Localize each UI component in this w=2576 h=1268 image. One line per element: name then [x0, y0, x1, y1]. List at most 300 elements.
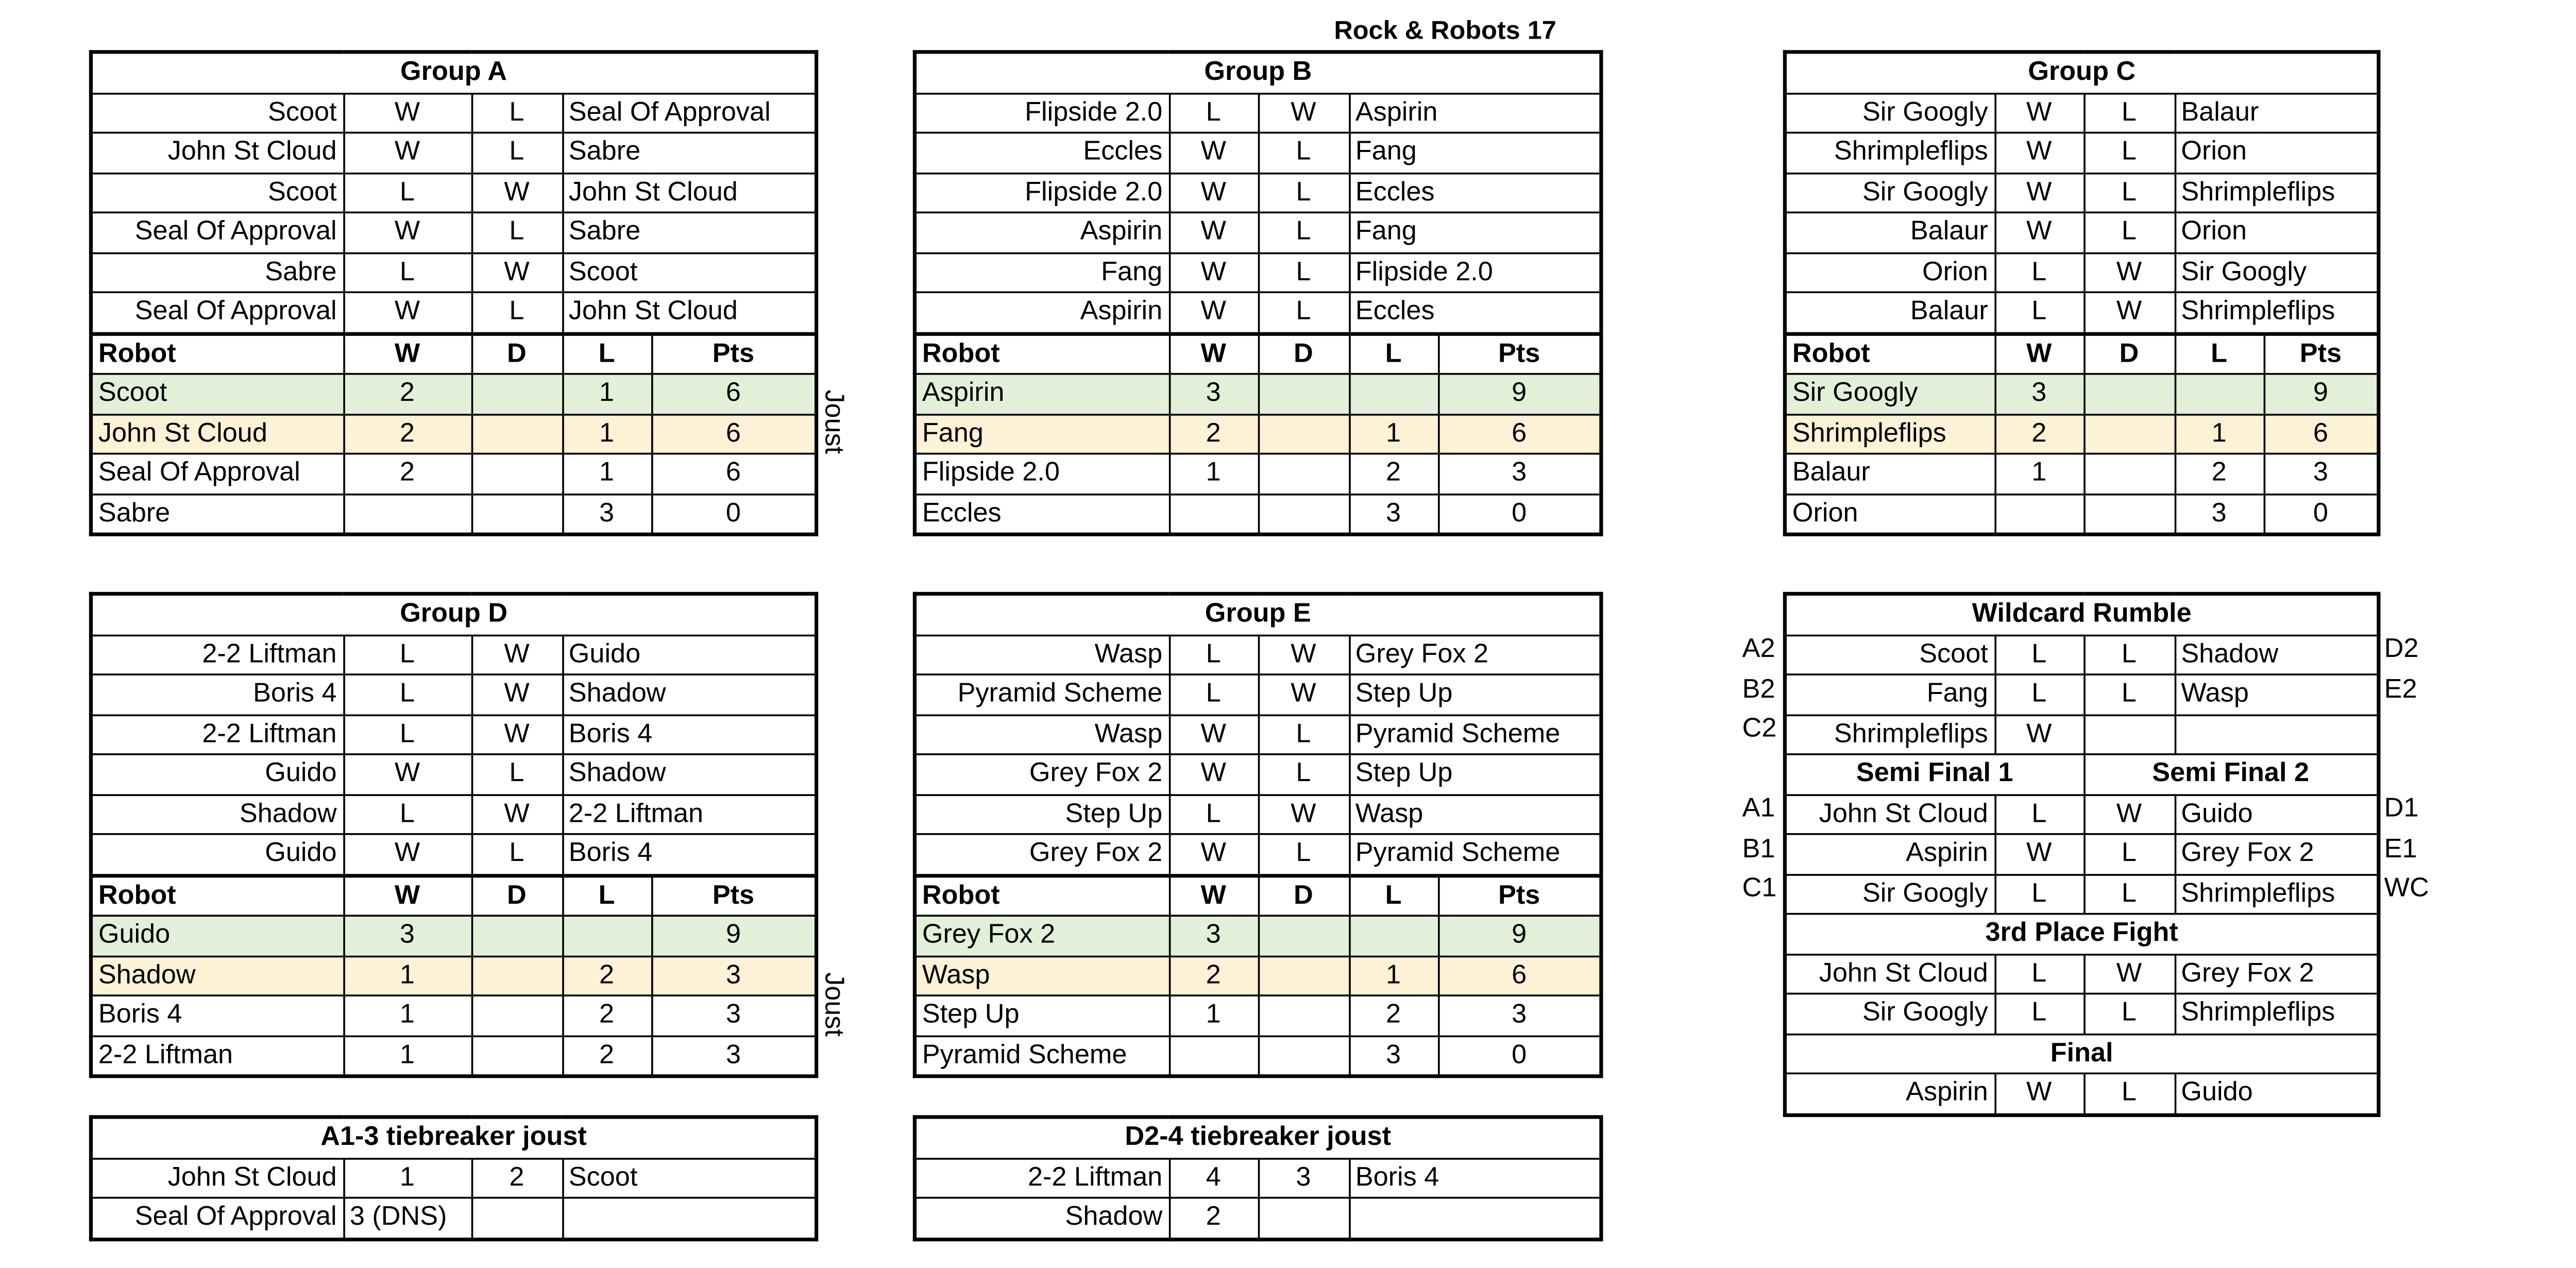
match-result-1: L	[1169, 674, 1258, 714]
col-header-robot: Robot	[914, 333, 1168, 374]
ko-result-1: L	[1994, 635, 2083, 674]
standing-w: 1	[1169, 995, 1258, 1035]
standing-pts: 3	[651, 1036, 817, 1076]
match-result-2: L	[471, 754, 562, 794]
match-result-1: L	[343, 794, 471, 834]
standing-w: 1	[343, 995, 471, 1035]
ko-result-1: W	[1994, 1073, 2083, 1114]
tiebreak-robot-2: Scoot	[562, 1158, 816, 1197]
match-robot-2: Wasp	[1349, 794, 1601, 834]
ko-result-2	[2083, 715, 2174, 754]
match-result-1: W	[343, 754, 471, 794]
tiebreak-robot-1: John St Cloud	[91, 1158, 343, 1197]
ko-result-2: L	[2083, 874, 2174, 914]
ko-robot-2: Grey Fox 2	[2175, 834, 2379, 874]
ko-robot-2: Shadow	[2175, 635, 2379, 674]
standing-l	[1349, 374, 1438, 414]
standing-robot: Balaur	[1785, 454, 1994, 494]
match-robot-2: Shrimpleflips	[2175, 292, 2379, 333]
col-header-robot: Robot	[91, 333, 343, 374]
standing-pts: 3	[1438, 995, 1601, 1035]
standing-d	[471, 916, 562, 955]
match-robot-1: Sir Googly	[1785, 93, 1994, 132]
joust-note-a: Joust	[818, 390, 848, 454]
seed-label: B1	[1742, 835, 1775, 865]
col-header-pts: Pts	[651, 333, 817, 374]
match-result-1: W	[1169, 212, 1258, 252]
col-header-w: W	[1994, 333, 2083, 374]
group-d-table	[89, 592, 819, 1078]
standing-l: 2	[1349, 995, 1438, 1035]
standing-pts: 3	[1438, 454, 1601, 494]
standing-w	[343, 494, 471, 534]
match-robot-1: Aspirin	[914, 212, 1168, 252]
standing-robot: Boris 4	[91, 995, 343, 1035]
standing-l	[2175, 374, 2264, 414]
match-result-2: W	[1258, 635, 1349, 674]
standing-w: 3	[343, 916, 471, 955]
tiebreak-robot-2	[562, 1198, 816, 1239]
match-result-1: W	[1994, 93, 2083, 132]
match-result-2: W	[471, 715, 562, 754]
tiebreak-score-1: 3 (DNS)	[343, 1198, 471, 1239]
match-result-2: L	[471, 93, 562, 132]
col-header-w: W	[343, 333, 471, 374]
ko-robot-1: Shrimpleflips	[1785, 715, 1994, 754]
tiebreak-score-2: 2	[471, 1158, 562, 1197]
match-robot-1: Guido	[91, 834, 343, 875]
tiebreak-robot-1: Seal Of Approval	[91, 1198, 343, 1239]
match-robot-2: Sabre	[562, 132, 816, 172]
standing-pts: 6	[651, 414, 817, 453]
match-result-2: L	[1258, 212, 1349, 252]
standing-pts: 9	[1438, 374, 1601, 414]
wildcard-title: Wildcard Rumble	[1785, 594, 2378, 634]
match-robot-2: Boris 4	[562, 715, 817, 754]
match-robot-2: Pyramid Scheme	[1349, 834, 1601, 875]
standing-w: 3	[1169, 374, 1258, 414]
match-robot-1: Scoot	[91, 93, 343, 132]
standing-l: 1	[562, 374, 651, 414]
seed-label: E1	[2384, 835, 2417, 865]
standing-pts: 6	[1438, 956, 1601, 995]
col-header-robot: Robot	[91, 875, 343, 916]
standing-d	[1258, 1036, 1349, 1076]
match-robot-2: Guido	[562, 635, 817, 674]
standing-d	[471, 374, 562, 414]
match-robot-1: Aspirin	[914, 292, 1168, 333]
standing-d	[1258, 374, 1349, 414]
tiebreak-a-table	[89, 1115, 818, 1240]
match-result-1: W	[1169, 834, 1258, 875]
match-result-2: W	[2083, 292, 2174, 333]
match-robot-1: John St Cloud	[91, 132, 343, 172]
match-robot-1: Wasp	[914, 635, 1168, 674]
match-result-2: L	[471, 212, 562, 252]
standing-pts: 0	[1438, 1036, 1601, 1076]
ko-robot-1: John St Cloud	[1785, 954, 1994, 993]
standing-d	[2083, 374, 2174, 414]
match-result-1: L	[343, 635, 471, 674]
standing-robot: John St Cloud	[91, 414, 343, 453]
tiebreak-score-2	[471, 1198, 562, 1239]
ko-robot-2: Guido	[2175, 1073, 2379, 1114]
standing-l	[1349, 916, 1438, 955]
match-result-2: W	[2083, 252, 2174, 292]
standing-pts: 0	[1438, 494, 1601, 534]
group-b-table	[913, 50, 1603, 536]
standing-robot: Pyramid Scheme	[914, 1036, 1168, 1076]
standing-robot: Wasp	[914, 956, 1168, 995]
match-robot-1: Orion	[1785, 252, 1994, 292]
group-d-title: Group D	[91, 594, 816, 634]
col-header-robot: Robot	[914, 875, 1168, 916]
standing-w: 1	[1994, 454, 2083, 494]
match-result-2: L	[471, 132, 562, 172]
standing-pts: 0	[651, 494, 817, 534]
match-result-2: W	[1258, 794, 1349, 834]
standing-d	[471, 454, 562, 494]
match-result-1: L	[343, 674, 471, 714]
match-robot-1: Wasp	[914, 715, 1168, 754]
match-result-2: L	[1258, 754, 1349, 794]
semi-final-1-title: Semi Final 1	[1785, 754, 2083, 794]
standing-l: 3	[2175, 494, 2264, 534]
match-robot-2: Fang	[1349, 212, 1601, 252]
match-robot-2: Orion	[2175, 132, 2379, 172]
ko-robot-2: Shrimpleflips	[2175, 874, 2379, 914]
group-e-title: Group E	[914, 594, 1601, 634]
match-result-1: L	[343, 173, 471, 212]
standing-d	[1258, 414, 1349, 453]
match-robot-1: Seal Of Approval	[91, 212, 343, 252]
standing-robot: Grey Fox 2	[914, 916, 1168, 955]
standing-robot: Fang	[914, 414, 1168, 453]
match-result-2: L	[1258, 292, 1349, 333]
standing-d	[471, 414, 562, 453]
ko-robot-2: Grey Fox 2	[2175, 954, 2379, 993]
standing-w: 2	[1169, 414, 1258, 453]
standing-d	[2083, 454, 2174, 494]
match-robot-1: Sir Googly	[1785, 173, 1994, 212]
match-robot-2: Orion	[2175, 212, 2379, 252]
standing-d	[2083, 494, 2174, 534]
standing-robot: Aspirin	[914, 374, 1168, 414]
match-robot-2: Shrimpleflips	[2175, 173, 2379, 212]
match-robot-1: Flipside 2.0	[914, 93, 1168, 132]
standing-robot: Scoot	[91, 374, 343, 414]
ko-robot-1: Sir Googly	[1785, 874, 1994, 914]
match-result-2: W	[1258, 93, 1349, 132]
tiebreak-score-2: 3	[1258, 1158, 1349, 1197]
match-robot-2: Scoot	[562, 252, 816, 292]
col-header-pts: Pts	[2264, 333, 2379, 374]
standing-w: 1	[1169, 454, 1258, 494]
standing-robot: Eccles	[914, 494, 1168, 534]
standing-l: 2	[562, 1036, 651, 1076]
ko-result-1: L	[1994, 794, 2083, 834]
match-result-1: W	[1169, 132, 1258, 172]
col-header-d: D	[2083, 333, 2174, 374]
match-robot-2: Shadow	[562, 754, 817, 794]
col-header-w: W	[343, 875, 471, 916]
standing-robot: Step Up	[914, 995, 1168, 1035]
standing-l	[562, 916, 651, 955]
tiebreak-score-1: 4	[1169, 1158, 1258, 1197]
seed-label: WC	[2384, 874, 2429, 904]
match-robot-1: Fang	[914, 252, 1168, 292]
tiebreak-robot-2: Boris 4	[1349, 1158, 1601, 1197]
standing-l: 1	[562, 414, 651, 453]
standing-robot: Guido	[91, 916, 343, 955]
col-header-d: D	[471, 875, 562, 916]
standing-pts: 9	[2264, 374, 2379, 414]
match-result-2: L	[1258, 173, 1349, 212]
ko-result-2: L	[2083, 635, 2174, 674]
match-result-1: W	[1169, 715, 1258, 754]
match-result-1: L	[1169, 93, 1258, 132]
col-header-pts: Pts	[1438, 333, 1601, 374]
ko-result-2: W	[2083, 794, 2174, 834]
col-header-d: D	[1258, 333, 1349, 374]
match-result-2: L	[1258, 834, 1349, 875]
standing-pts: 6	[2264, 414, 2379, 453]
standing-w: 2	[343, 454, 471, 494]
ko-result-1: W	[1994, 715, 2083, 754]
col-header-d: D	[1258, 875, 1349, 916]
match-result-2: L	[1258, 132, 1349, 172]
match-result-2: L	[1258, 715, 1349, 754]
ko-result-1: L	[1994, 874, 2083, 914]
standing-d	[1258, 916, 1349, 955]
joust-note-d: Joust	[818, 972, 848, 1037]
standing-d	[1258, 454, 1349, 494]
standing-w	[1169, 1036, 1258, 1076]
tiebreak-score-2	[1258, 1198, 1349, 1239]
match-result-1: W	[343, 132, 471, 172]
standing-d	[471, 1036, 562, 1076]
col-header-l: L	[2175, 333, 2264, 374]
col-header-d: D	[471, 333, 562, 374]
match-robot-2: Boris 4	[562, 834, 817, 875]
standing-pts: 9	[1438, 916, 1601, 955]
match-result-2: W	[471, 252, 562, 292]
match-result-2: L	[2083, 212, 2174, 252]
standing-d	[471, 956, 562, 995]
ko-result-2: L	[2083, 993, 2174, 1033]
standing-l: 1	[2175, 414, 2264, 453]
match-robot-2: Step Up	[1349, 754, 1601, 794]
ko-robot-2: Wasp	[2175, 674, 2379, 714]
standing-l: 2	[2175, 454, 2264, 494]
standing-w: 2	[343, 374, 471, 414]
standing-pts: 0	[2264, 494, 2379, 534]
match-robot-2: 2-2 Liftman	[562, 794, 817, 834]
semi-final-2-title: Semi Final 2	[2083, 754, 2379, 794]
match-robot-1: Shadow	[91, 794, 343, 834]
match-robot-1: Step Up	[914, 794, 1168, 834]
match-robot-2: Grey Fox 2	[1349, 635, 1601, 674]
ko-result-2: W	[2083, 954, 2174, 993]
group-c-title: Group C	[1785, 52, 2379, 93]
tiebreak-score-1: 2	[1169, 1198, 1258, 1239]
ko-robot-1: Scoot	[1785, 635, 1994, 674]
col-header-w: W	[1169, 875, 1258, 916]
match-result-2: L	[2083, 173, 2174, 212]
col-header-l: L	[1349, 875, 1438, 916]
seed-label: C2	[1742, 714, 1777, 745]
match-robot-1: Sabre	[91, 252, 343, 292]
standing-d	[1258, 956, 1349, 995]
seed-label: C1	[1742, 874, 1777, 904]
match-robot-1: Shrimpleflips	[1785, 132, 1994, 172]
match-robot-2: Eccles	[1349, 292, 1601, 333]
match-robot-1: Seal Of Approval	[91, 292, 343, 333]
match-result-1: L	[1169, 794, 1258, 834]
match-robot-1: Eccles	[914, 132, 1168, 172]
col-header-l: L	[1349, 333, 1438, 374]
standing-l: 1	[1349, 956, 1438, 995]
standing-pts: 3	[651, 956, 817, 995]
standing-w: 2	[343, 414, 471, 453]
standing-w	[1994, 494, 2083, 534]
group-e-table	[913, 592, 1603, 1078]
ko-robot-1: Sir Googly	[1785, 993, 1994, 1033]
group-a-table	[89, 50, 818, 536]
col-header-pts: Pts	[651, 875, 817, 916]
match-result-2: W	[1258, 674, 1349, 714]
match-result-2: W	[471, 173, 562, 212]
ko-robot-1: Aspirin	[1785, 834, 1994, 874]
ko-robot-1: Aspirin	[1785, 1073, 1994, 1114]
match-robot-1: 2-2 Liftman	[91, 715, 343, 754]
match-robot-2: John St Cloud	[562, 292, 816, 333]
standing-w	[1169, 494, 1258, 534]
match-robot-2: Sir Googly	[2175, 252, 2379, 292]
standing-pts: 3	[651, 995, 817, 1035]
match-robot-2: Fang	[1349, 132, 1601, 172]
tiebreak-d-title: D2-4 tiebreaker joust	[914, 1117, 1601, 1158]
standing-w: 1	[343, 956, 471, 995]
match-result-1: L	[343, 252, 471, 292]
standing-robot: Seal Of Approval	[91, 454, 343, 494]
standing-w: 3	[1169, 916, 1258, 955]
tiebreak-d-table	[913, 1115, 1603, 1240]
match-robot-1: Boris 4	[91, 674, 343, 714]
col-header-l: L	[562, 875, 651, 916]
standing-d	[1258, 494, 1349, 534]
match-robot-1: Balaur	[1785, 212, 1994, 252]
group-b-title: Group B	[914, 52, 1601, 93]
ko-result-1: W	[1994, 834, 2083, 874]
match-result-1: W	[343, 212, 471, 252]
match-robot-1: Balaur	[1785, 292, 1994, 333]
match-robot-2: Seal Of Approval	[562, 93, 816, 132]
match-robot-2: Sabre	[562, 212, 816, 252]
standing-l: 2	[1349, 454, 1438, 494]
group-a-title: Group A	[91, 52, 816, 93]
standing-l: 1	[1349, 414, 1438, 453]
match-result-2: L	[471, 292, 562, 333]
match-result-2: W	[471, 794, 562, 834]
match-robot-1: Guido	[91, 754, 343, 794]
ko-result-2: L	[2083, 834, 2174, 874]
standing-pts: 6	[651, 374, 817, 414]
standing-pts: 6	[651, 454, 817, 494]
ko-robot-2	[2175, 715, 2379, 754]
standing-w: 2	[1169, 956, 1258, 995]
match-result-2: W	[471, 635, 562, 674]
match-result-2: L	[2083, 93, 2174, 132]
ko-robot-1: Fang	[1785, 674, 1994, 714]
standing-l: 3	[562, 494, 651, 534]
standing-d	[471, 494, 562, 534]
match-result-1: W	[1169, 252, 1258, 292]
standing-l: 2	[562, 995, 651, 1035]
col-header-pts: Pts	[1438, 875, 1601, 916]
match-robot-2: Shadow	[562, 674, 817, 714]
third-place-title: 3rd Place Fight	[1785, 914, 2378, 954]
sheet-title: Rock & Robots 17	[1334, 14, 1556, 45]
ko-robot-2: Guido	[2175, 794, 2379, 834]
standing-w: 1	[343, 1036, 471, 1076]
ko-result-2: L	[2083, 674, 2174, 714]
match-result-2: W	[471, 674, 562, 714]
standing-robot: Sir Googly	[1785, 374, 1994, 414]
seed-label: A2	[1742, 634, 1775, 665]
standing-d	[1258, 995, 1349, 1035]
tiebreak-robot-2	[1349, 1198, 1601, 1239]
ko-result-2: L	[2083, 1073, 2174, 1114]
match-robot-1: 2-2 Liftman	[91, 635, 343, 674]
match-result-1: W	[1169, 173, 1258, 212]
ko-result-1: L	[1994, 674, 2083, 714]
standing-robot: 2-2 Liftman	[91, 1036, 343, 1076]
ko-robot-2: Shrimpleflips	[2175, 993, 2379, 1033]
col-header-w: W	[1169, 333, 1258, 374]
match-robot-1: Scoot	[91, 173, 343, 212]
standing-robot: Shrimpleflips	[1785, 414, 1994, 453]
match-robot-2: Balaur	[2175, 93, 2379, 132]
match-robot-2: Pyramid Scheme	[1349, 715, 1601, 754]
match-result-1: W	[1169, 754, 1258, 794]
match-result-1: L	[1169, 635, 1258, 674]
final-title: Final	[1785, 1034, 2378, 1073]
standing-pts: 6	[1438, 414, 1601, 453]
match-robot-2: Aspirin	[1349, 93, 1601, 132]
tiebreak-a-title: A1-3 tiebreaker joust	[91, 1117, 816, 1158]
match-robot-1: Grey Fox 2	[914, 834, 1168, 875]
match-result-1: W	[1994, 212, 2083, 252]
group-c-table	[1783, 50, 2381, 536]
standing-l: 3	[1349, 494, 1438, 534]
match-result-1: L	[1994, 292, 2083, 333]
seed-label: E2	[2384, 675, 2417, 705]
match-result-1: W	[343, 93, 471, 132]
standing-l: 1	[562, 454, 651, 494]
tiebreak-robot-1: 2-2 Liftman	[914, 1158, 1168, 1197]
col-header-robot: Robot	[1785, 333, 1994, 374]
match-result-1: L	[343, 715, 471, 754]
match-robot-1: Grey Fox 2	[914, 754, 1168, 794]
match-robot-1: Pyramid Scheme	[914, 674, 1168, 714]
seed-label: A1	[1742, 794, 1775, 824]
seed-label: D2	[2384, 634, 2419, 665]
standing-l: 3	[1349, 1036, 1438, 1076]
standing-pts: 3	[2264, 454, 2379, 494]
match-robot-2: John St Cloud	[562, 173, 816, 212]
tiebreak-robot-1: Shadow	[914, 1198, 1168, 1239]
